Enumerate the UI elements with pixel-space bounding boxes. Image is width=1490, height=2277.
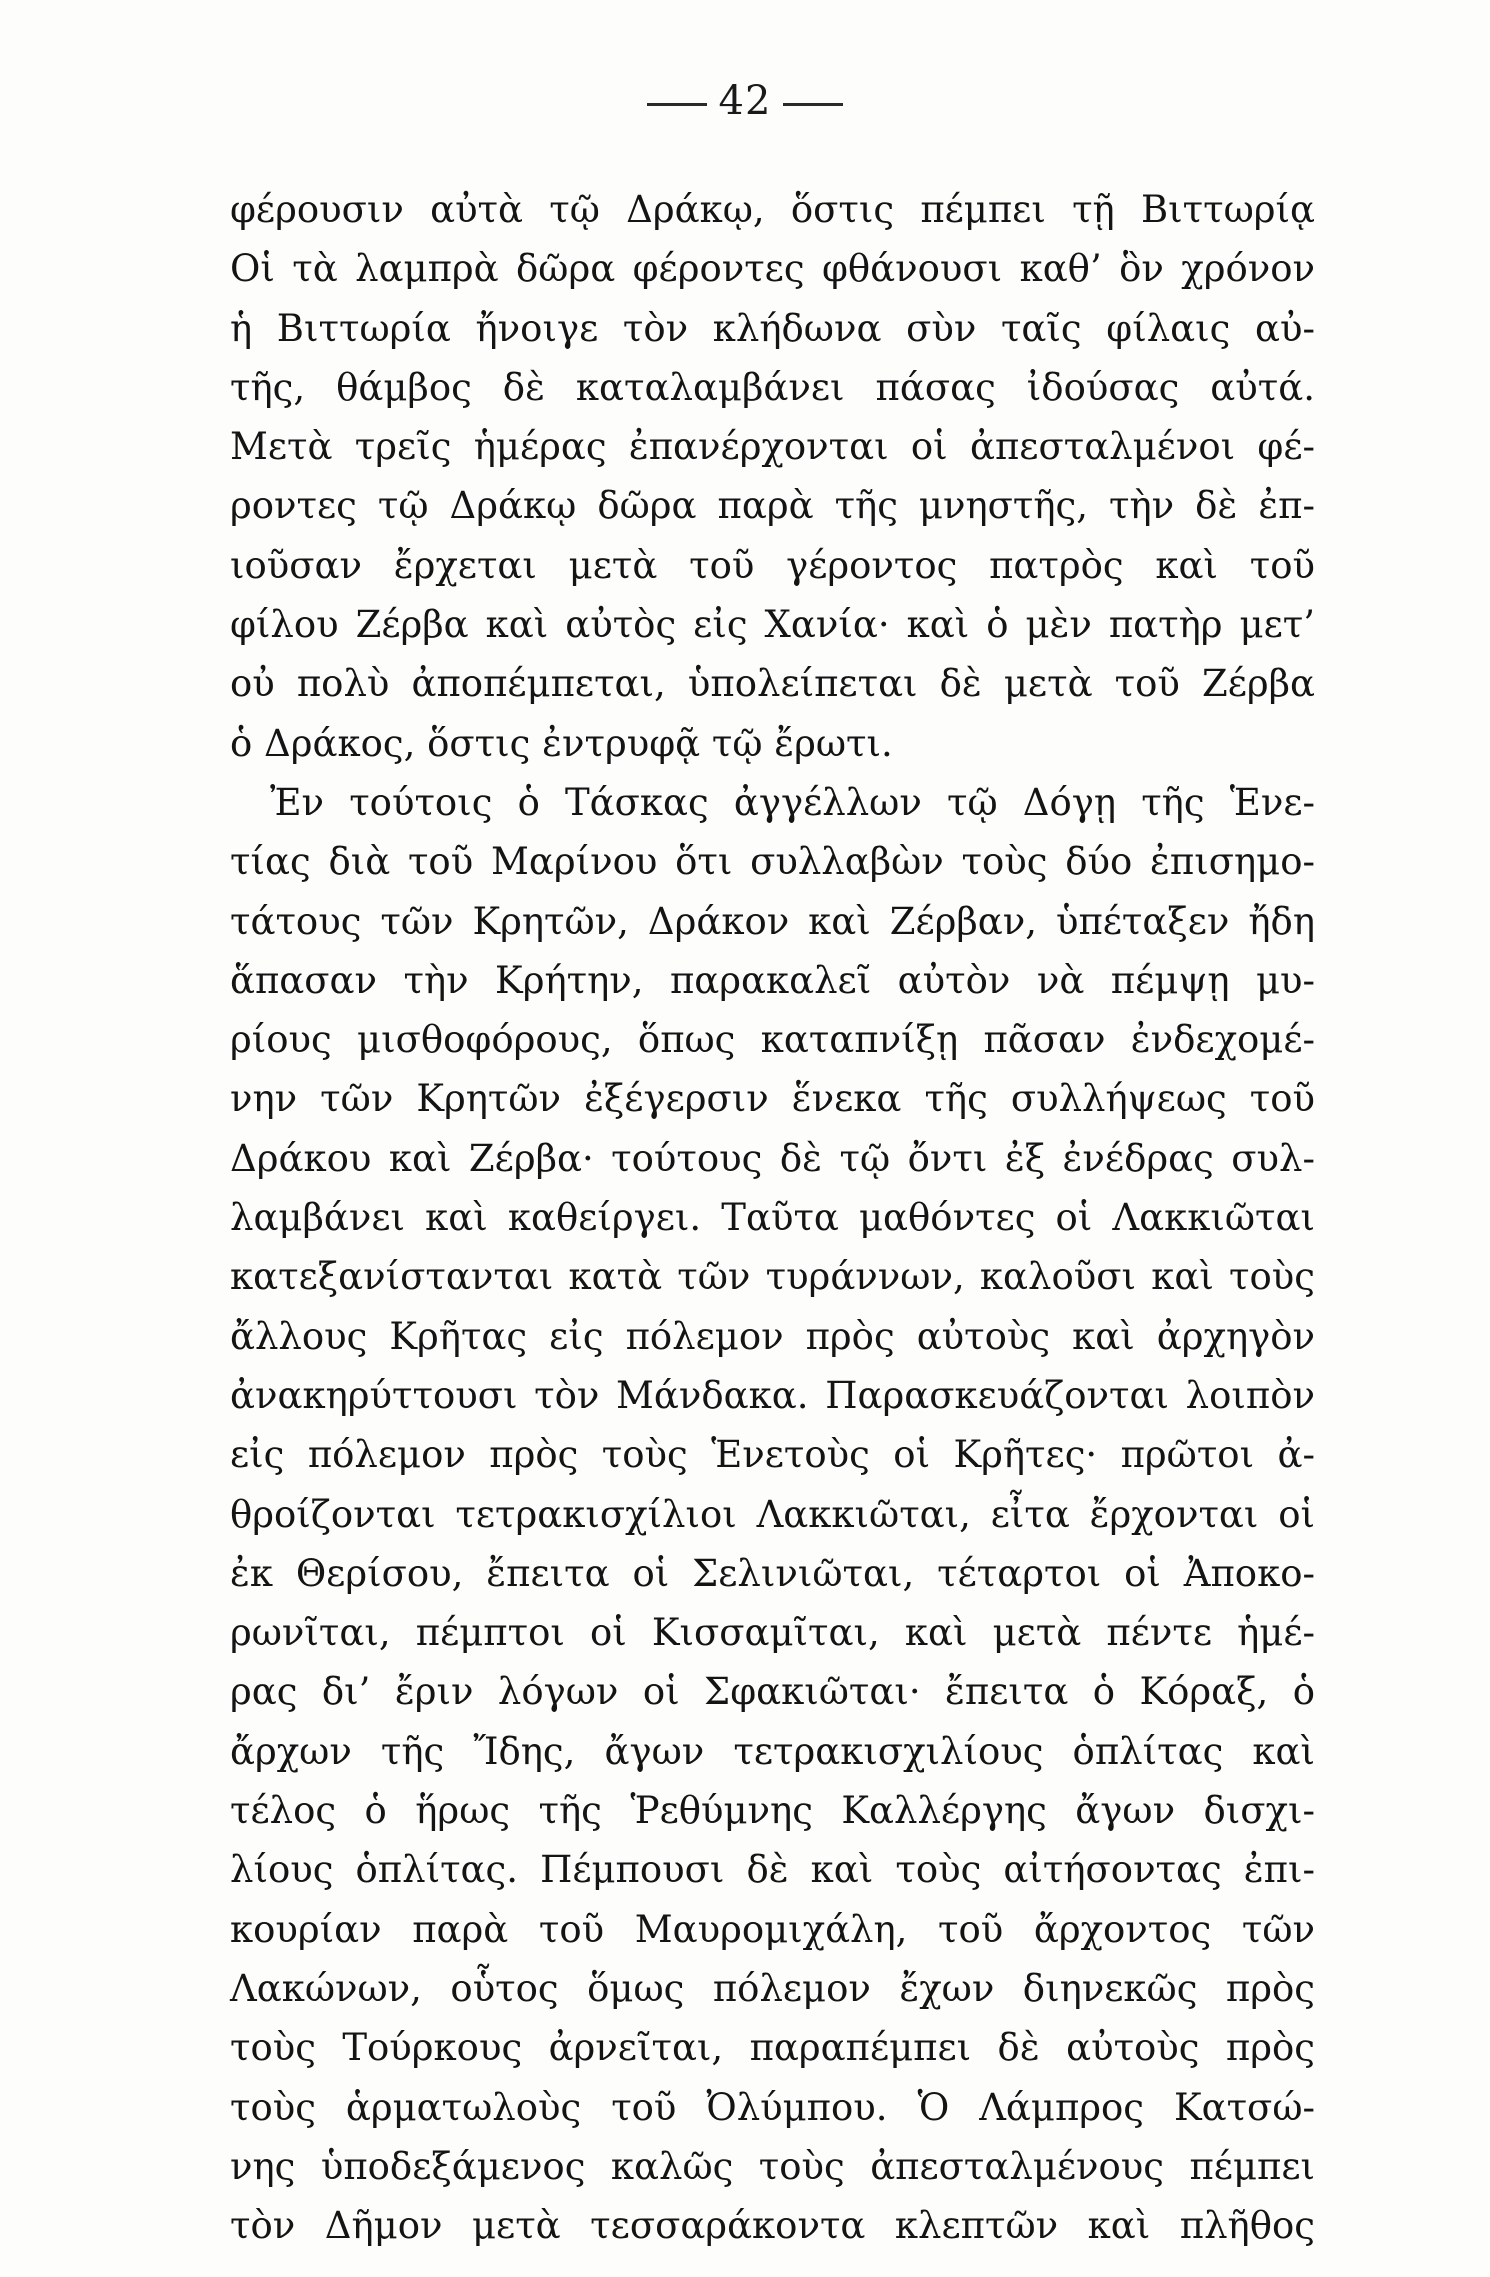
text-line: ἅπασαν τὴν Κρήτην, παρακαλεῖ αὐτὸν νὰ πέμψῃ μυ- <box>230 958 1315 1002</box>
text-line: Λακώνων, οὗτος ὅμως πόλεμον ἔχων διηνεκῶς πρὸς <box>230 1966 1315 2010</box>
text-line: τίας διὰ τοῦ Μαρίνου ὅτι συλλαβὼν τοὺς δύο ἐπισημο- <box>230 840 1315 884</box>
text-line: οὐ πολὺ ἀποπέμπεται, ὑπολείπεται δὲ μετὰ τοῦ Ζέρβα <box>230 662 1315 706</box>
text-line: κατεξανίστανται κατὰ τῶν τυράννων, καλοῦσι καὶ τοὺς <box>230 1255 1315 1299</box>
text-line: θροίζονται τετρακισχίλιοι Λακκιῶται, εἶτα ἔρχονται οἱ <box>230 1492 1315 1536</box>
text-line: ἡ Βιττωρία ἤνοιγε τὸν κλήδωνα σὺν ταῖς φίλαις αὐ- <box>230 306 1315 350</box>
text-line: φίλου Ζέρβα καὶ αὐτὸς εἰς Χανία· καὶ ὁ μὲν πατὴρ μετ’ <box>230 603 1315 647</box>
text-line: Δράκου καὶ Ζέρβα· τούτους δὲ τῷ ὄντι ἐξ ἐνέδρας συλ- <box>230 1136 1315 1180</box>
text-line: τέλος ὁ ἥρως τῆς Ῥεθύμνης Καλλέργης ἄγων δισχι- <box>230 1789 1315 1833</box>
header-dash-left <box>647 103 707 106</box>
text-line: τοὺς Τούρκους ἀρνεῖται, παραπέμπει δὲ αὐτοὺς πρὸς <box>230 2026 1315 2070</box>
page-number-header <box>0 78 1490 124</box>
text-line: τῆς, θάμβος δὲ καταλαμβάνει πάσας ἰδούσας αὐτά. <box>230 365 1315 409</box>
text-line: Μετὰ τρεῖς ἡμέρας ἐπανέρχονται οἱ ἀπεσταλμένοι φέ- <box>230 425 1315 469</box>
text-line: ἄλλους Κρῆτας εἰς πόλεμον πρὸς αὐτοὺς καὶ ἀρχηγὸν <box>230 1314 1315 1358</box>
text-line: κουρίαν παρὰ τοῦ Μαυρομιχάλη, τοῦ ἄρχοντος τῶν <box>230 1907 1315 1951</box>
text-line: εἰς πόλεμον πρὸς τοὺς Ἑνετοὺς οἱ Κρῆτες· πρῶτοι ἀ- <box>230 1433 1315 1477</box>
text-line: νης ὑποδεξάμενος καλῶς τοὺς ἀπεσταλμένους πέμπει <box>230 2144 1315 2188</box>
header-dash-right <box>783 103 843 106</box>
text-line: Οἱ τὰ λαμπρὰ δῶρα φέροντες φθάνουσι καθ’ ὃν χρόνον <box>230 247 1315 291</box>
text-line: ρας δι’ ἔριν λόγων οἱ Σφακιῶται· ἔπειτα ὁ Κόραξ, ὁ <box>230 1670 1315 1714</box>
text-line: ρίους μισθοφόρους, ὅπως καταπνίξῃ πᾶσαν ἐνδεχομέ- <box>230 1018 1315 1062</box>
text-line: ὁ Δράκος, ὅστις ἐντρυφᾷ τῷ ἔρωτι. <box>230 721 893 765</box>
text-line: τάτους τῶν Κρητῶν, Δράκον καὶ Ζέρβαν, ὑπέταξεν ἤδη <box>230 899 1315 943</box>
text-line: ρωνῖται, πέμπτοι οἱ Κισσαμῖται, καὶ μετὰ πέντε ἡμέ- <box>230 1611 1315 1655</box>
page-body-text <box>230 180 1315 2255</box>
page-number: 42 <box>718 78 772 124</box>
text-line: Ἐν τούτοις ὁ Τάσκας ἀγγέλλων τῷ Δόγῃ τῆς Ἑνε- <box>270 780 1315 824</box>
text-line: τὸν Δῆμον μετὰ τεσσαράκοντα κλεπτῶν καὶ πλῆθος <box>230 2204 1315 2248</box>
text-line: ροντες τῷ Δράκῳ δῶρα παρὰ τῆς μνηστῆς, τὴν δὲ ἐπ- <box>230 484 1315 528</box>
text-line: ιοῦσαν ἔρχεται μετὰ τοῦ γέροντος πατρὸς καὶ τοῦ <box>230 543 1315 587</box>
text-line: λίους ὁπλίτας. Πέμπουσι δὲ καὶ τοὺς αἰτήσοντας ἐπι- <box>230 1848 1315 1892</box>
text-line: τοὺς ἁρματωλοὺς τοῦ Ὀλύμπου. Ὁ Λάμπρος Κατσώ- <box>230 2085 1315 2129</box>
text-line: φέρουσιν αὐτὰ τῷ Δράκῳ, ὅστις πέμπει τῇ Βιττωρίᾳ <box>230 188 1315 231</box>
text-line: ἐκ Θερίσου, ἔπειτα οἱ Σελινιῶται, τέταρτοι οἱ Ἀποκο- <box>230 1551 1315 1595</box>
text-line: νην τῶν Κρητῶν ἐξέγερσιν ἕνεκα τῆς συλλήψεως τοῦ <box>230 1077 1315 1121</box>
text-line: ἄρχων τῆς Ἴδης, ἄγων τετρακισχιλίους ὁπλίτας καὶ <box>230 1729 1315 1773</box>
text-line: λαμβάνει καὶ καθείργει. Ταῦτα μαθόντες οἱ Λακκιῶται <box>230 1196 1315 1240</box>
text-line: ἀνακηρύττουσι τὸν Μάνδακα. Παρασκευάζονται λοιπὸν <box>230 1373 1315 1417</box>
